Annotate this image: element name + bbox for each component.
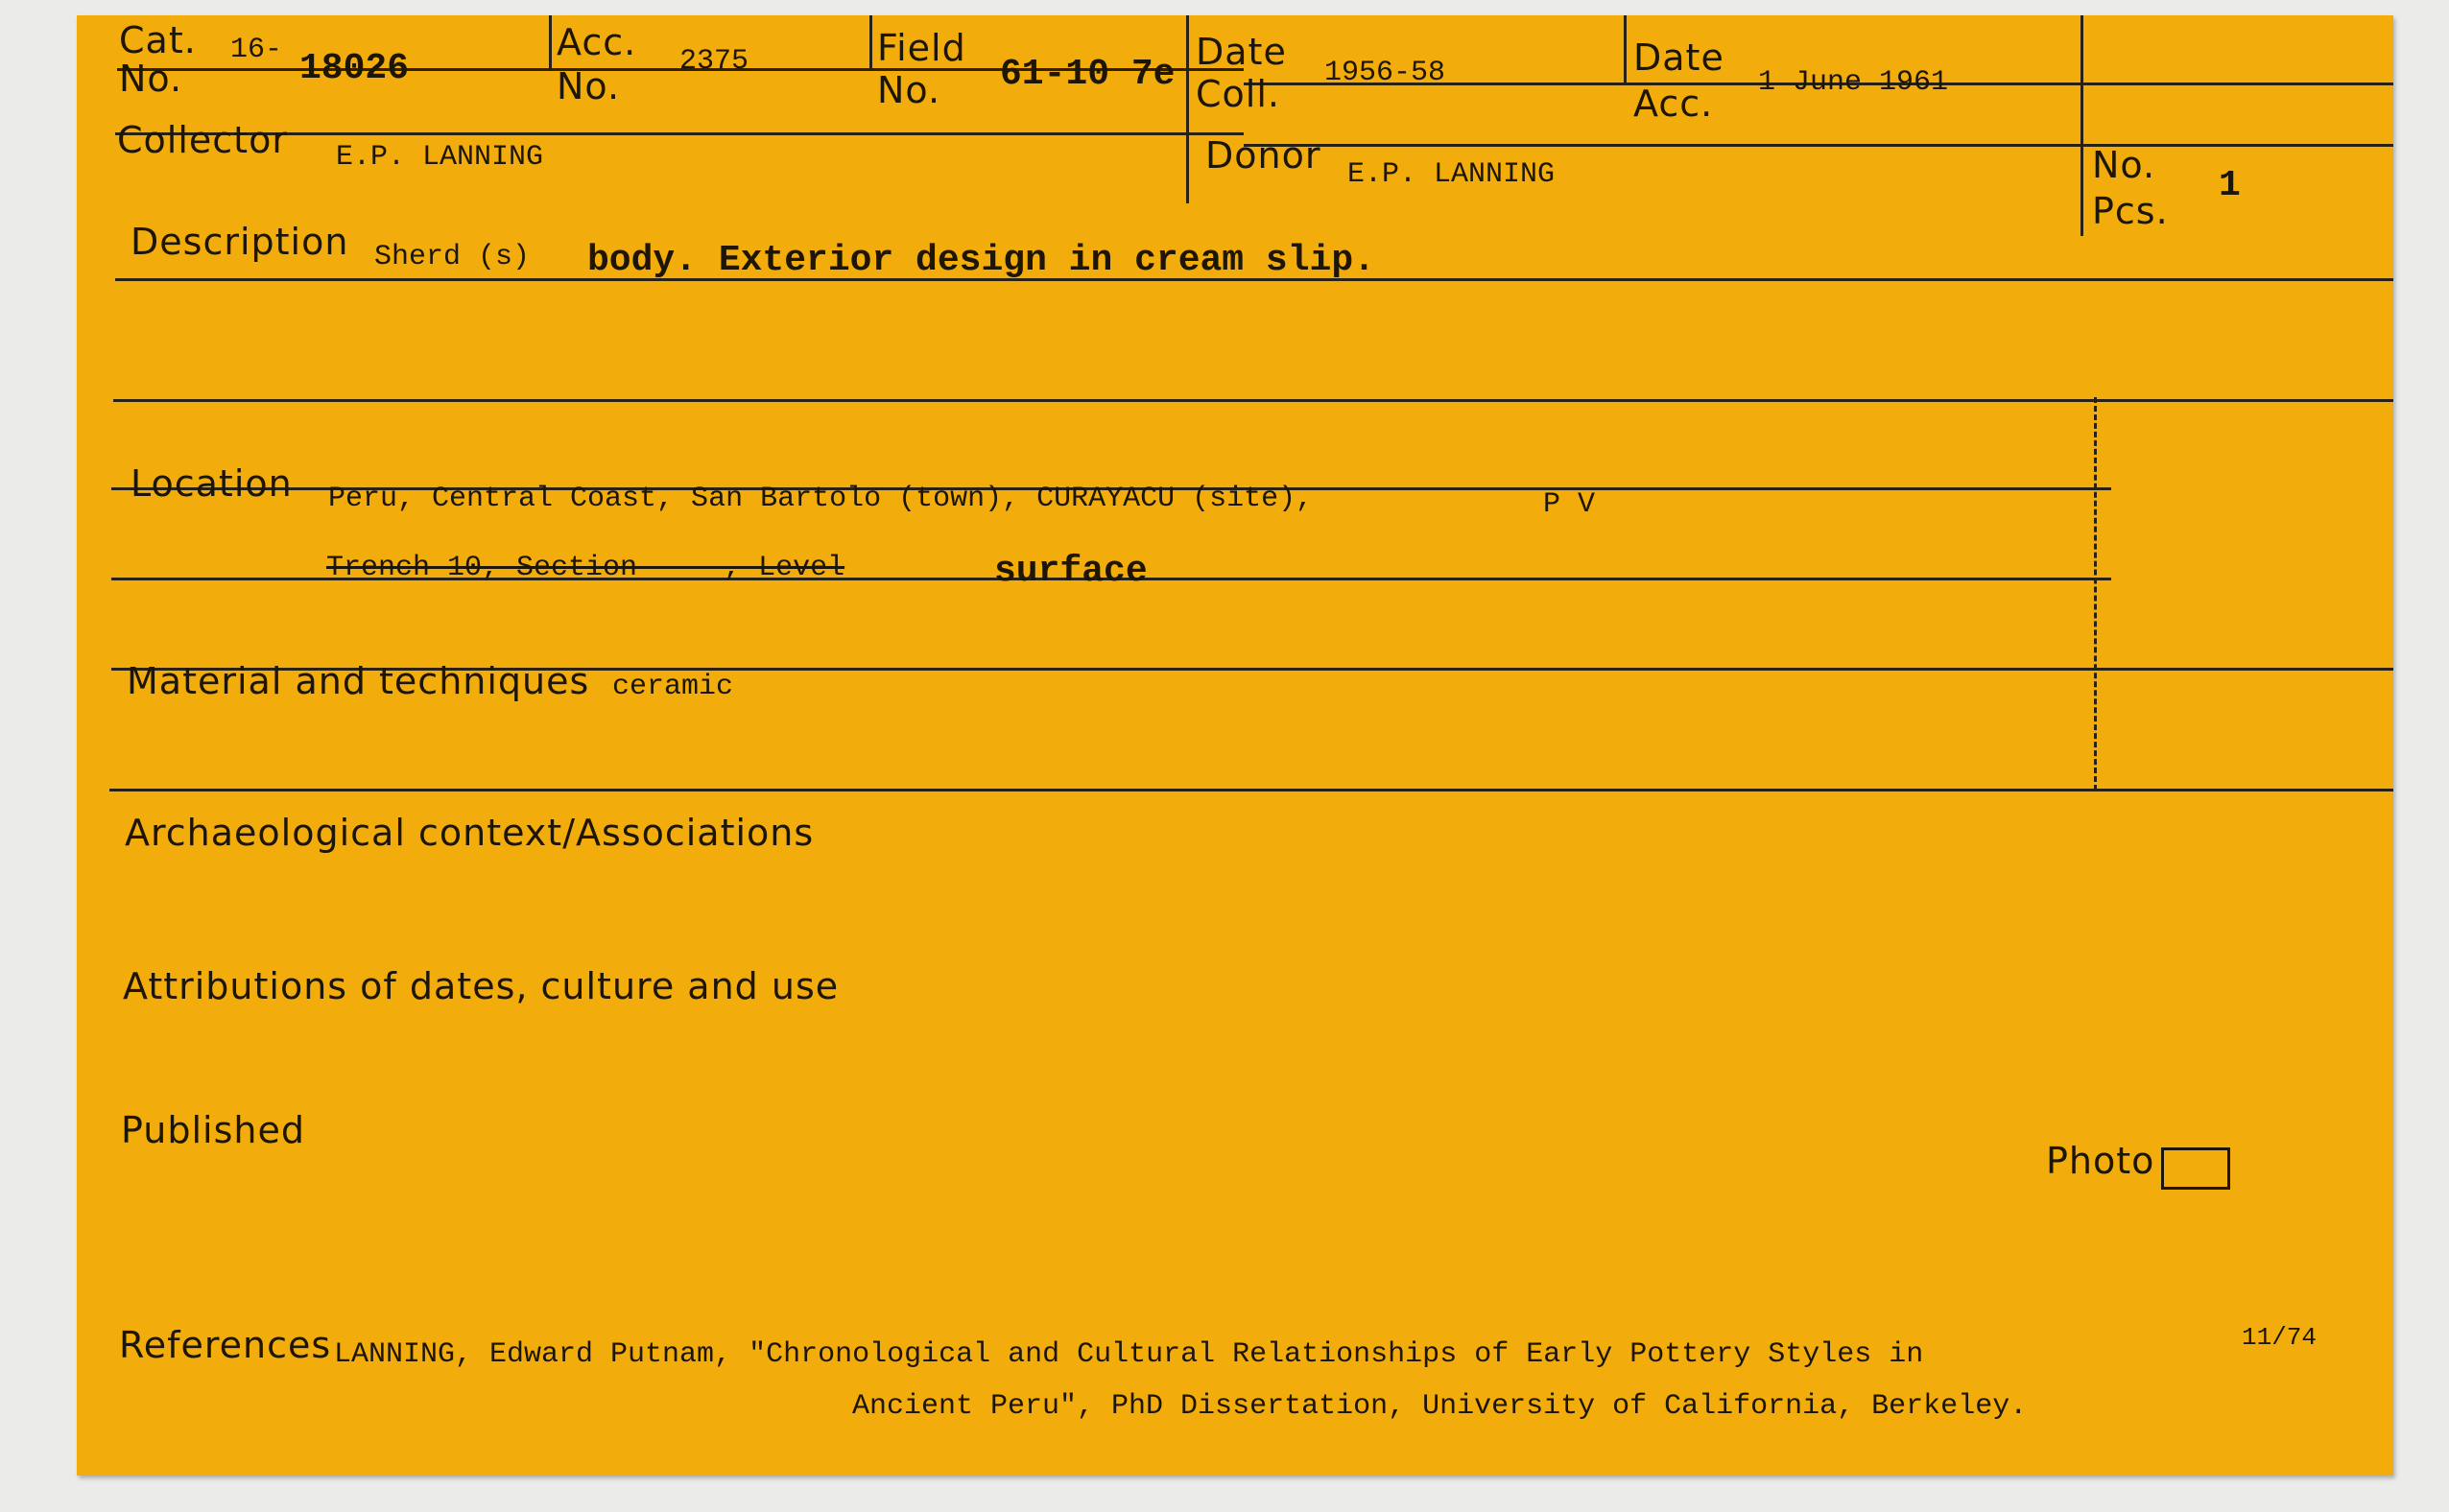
photo-checkbox[interactable] xyxy=(2161,1147,2230,1190)
donor-label: Donor xyxy=(1205,134,1321,177)
date-coll-value: 1956-58 xyxy=(1324,57,1446,89)
location-line2: surface xyxy=(994,551,1148,592)
pieces-label-1: No. xyxy=(2092,144,2156,186)
donor-value: E.P. LANNING xyxy=(1347,158,1556,191)
field-label-1: Field xyxy=(877,27,966,69)
field-number: 61-10 7e xyxy=(1000,54,1176,95)
cat-number: 18026 xyxy=(299,48,410,89)
collector-label: Collector xyxy=(117,119,288,161)
cat-label-2: No. xyxy=(119,58,183,100)
date-acc-label-2: Acc. xyxy=(1633,83,1714,125)
cat-label-1: Cat. xyxy=(119,19,197,61)
cat-acc-divider xyxy=(549,15,552,71)
acc-field-divider xyxy=(869,15,872,71)
collector-value: E.P. LANNING xyxy=(336,141,544,174)
catalog-card xyxy=(77,15,2393,1476)
location-bottom-rule xyxy=(113,399,2393,402)
location-struck-text: Trench 10, Section ----, Level xyxy=(326,552,845,584)
date-coll-label-2: Coll. xyxy=(1196,73,1280,115)
description-value: body. Exterior design in cream slip. xyxy=(587,240,1375,281)
datecoll-dateacc-divider xyxy=(1624,15,1627,84)
dateacc-blank-divider xyxy=(2080,15,2083,236)
field-date-divider xyxy=(1186,15,1189,203)
location-line1-suffix: P V xyxy=(1543,488,1596,521)
field-label-2: No. xyxy=(877,69,941,111)
published-label: Published xyxy=(121,1109,305,1151)
description-prefix: Sherd (s) xyxy=(374,241,531,273)
acc-number: 2375 xyxy=(679,45,749,78)
material-value: ceramic xyxy=(612,671,734,703)
acc-label-1: Acc. xyxy=(557,21,637,63)
date-acc-value: 1 June 1961 xyxy=(1758,66,1949,99)
photo-column-divider xyxy=(2094,397,2097,791)
references-line2: Ancient Peru", PhD Dissertation, University of California, Berkeley. xyxy=(852,1390,2028,1423)
references-label: References xyxy=(119,1324,332,1366)
context-label: Archaeological context/Associations xyxy=(125,812,815,854)
donor-bottom-rule xyxy=(1244,144,2393,147)
date-coll-label-1: Date xyxy=(1196,31,1287,73)
location-label: Location xyxy=(131,462,293,505)
cat-prefix: 16- xyxy=(230,34,283,66)
attributions-label: Attributions of dates, culture and use xyxy=(123,965,840,1007)
photo-label: Photo xyxy=(2046,1140,2155,1182)
pieces-label-2: Pcs. xyxy=(2092,190,2169,232)
published-bottom-rule xyxy=(109,789,2393,791)
references-line1: LANNING, Edward Putnam, "Chronological and Cultural Relationships of Early Pottery Styles in xyxy=(334,1338,1924,1371)
references-note: 11/74 xyxy=(2242,1323,2318,1352)
pieces-value: 1 xyxy=(2219,165,2241,206)
acc-label-2: No. xyxy=(557,65,621,107)
description-label: Description xyxy=(131,221,349,263)
material-label: Material and techniques xyxy=(127,660,590,702)
location-line1: Peru, Central Coast, San Bartolo (town), CURAYACU (site), xyxy=(328,483,1314,515)
date-acc-label-1: Date xyxy=(1633,36,1724,79)
